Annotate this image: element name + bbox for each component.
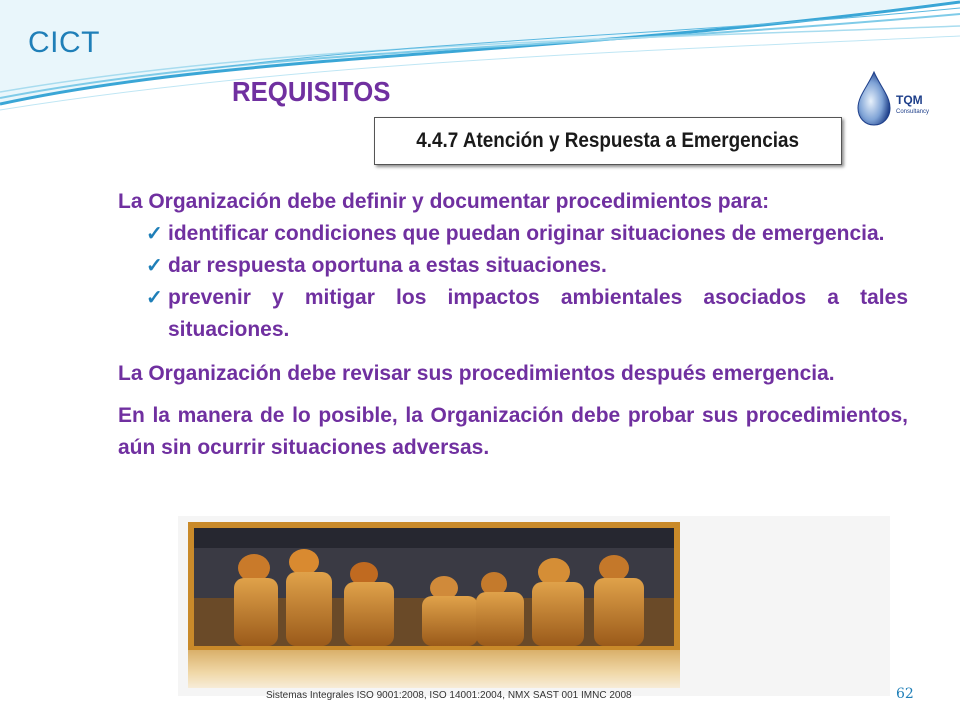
brand-label: CICT — [28, 26, 100, 59]
section-heading-box — [374, 117, 842, 165]
water-drop-icon — [850, 68, 944, 128]
list-item-text: dar respuesta oportuna a estas situaciones. — [168, 254, 607, 277]
list-item — [146, 282, 908, 346]
header-swoosh — [0, 0, 960, 120]
logo-subtext: Consultancy — [896, 109, 930, 115]
footer-text: Sistemas Integrales ISO 9001:2008, ISO 14001:2004, NMX SAST 001 IMNC 2008 — [266, 690, 632, 701]
testing-paragraph: En la manera de lo posible, la Organización debe probar sus procedimientos, aún sin ocurrir situaciones adversas. — [118, 404, 908, 459]
logo-text: TQM — [896, 93, 923, 107]
list-item-text: prevenir y mitigar los impactos ambientales asociados a tales situaciones. — [168, 286, 908, 341]
list-item — [146, 218, 908, 250]
section-heading: 4.4.7 Atención y Respuesta a Emergencias — [416, 129, 800, 152]
intro-text: La Organización debe definir y documentar procedimientos para: — [118, 190, 770, 213]
list-item-text: identificar condiciones que puedan originar situaciones de emergencia. — [168, 222, 885, 245]
checkmark-icon: ✓ — [146, 255, 163, 277]
firefighters-image — [194, 528, 674, 646]
slide-title: REQUISITOS — [232, 76, 391, 107]
checkmark-icon: ✓ — [146, 287, 163, 309]
review-paragraph: La Organización debe revisar sus procedimientos después emergencia. — [118, 362, 835, 385]
list-item — [146, 250, 908, 282]
requirements-list — [146, 218, 908, 346]
firefighters-photo — [188, 522, 680, 652]
photo-reflection — [188, 650, 680, 688]
checkmark-icon: ✓ — [146, 223, 163, 245]
body-content — [118, 186, 908, 464]
page-number: 62 — [896, 686, 914, 702]
